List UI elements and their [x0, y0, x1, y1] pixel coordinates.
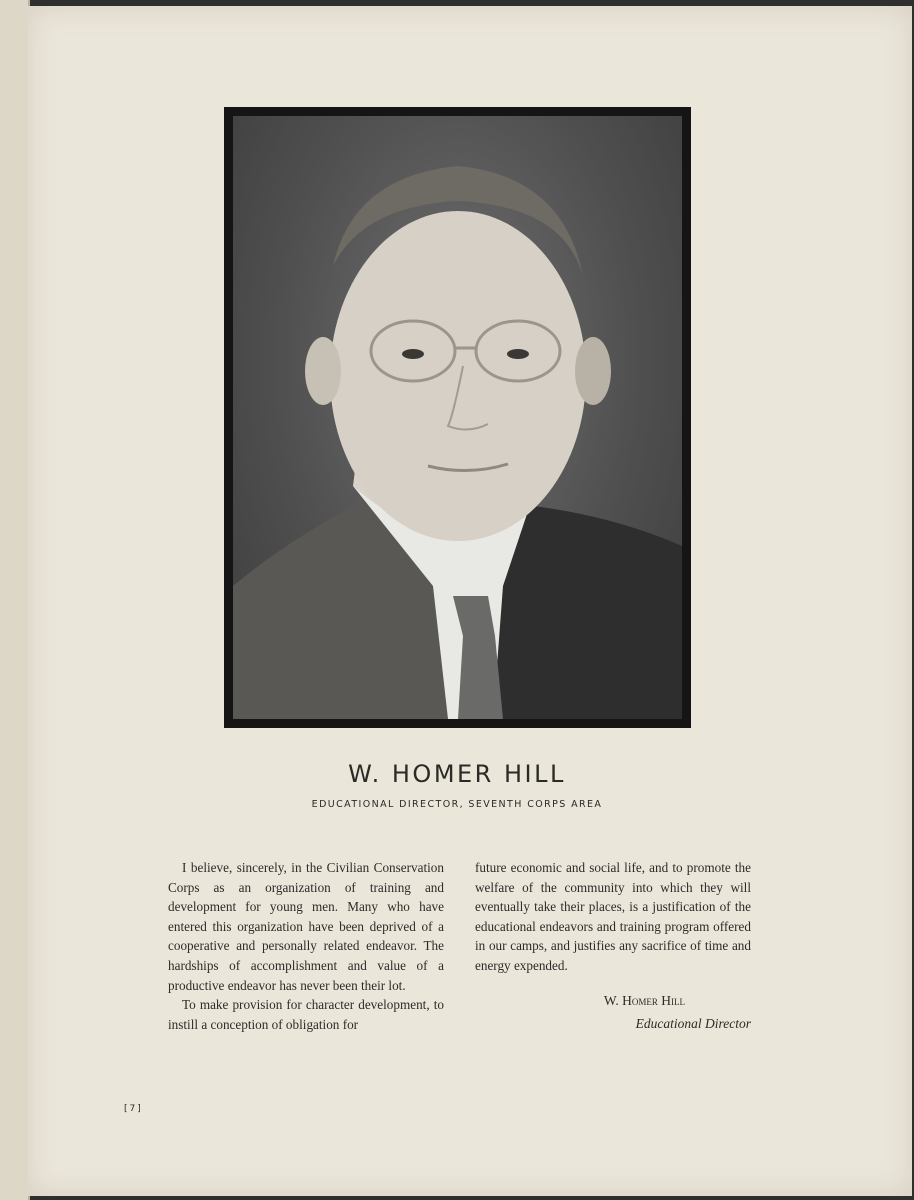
- portrait-illustration: [233, 116, 682, 719]
- body-column-left: [168, 858, 444, 1034]
- binding-edge: [0, 0, 30, 1200]
- page-number: [7]: [124, 1104, 143, 1114]
- paragraph: future economic and social life, and to promote the welfare of the community into which they will eventually take their places, is a justification of the educational endeavors and training program offered in our camps, and justifies any sacrifice of time and energy expended.: [475, 860, 751, 973]
- person-title: EDUCATIONAL DIRECTOR, SEVENTH CORPS AREA: [311, 799, 603, 810]
- signature-role: Educational Director: [635, 1016, 751, 1031]
- paragraph: To make provision for character development, to instill a conception of obligation for: [168, 997, 444, 1032]
- portrait-frame: [224, 107, 691, 728]
- person-name: W. HOMER HILL: [348, 760, 566, 788]
- signature-name: W. Homer Hill: [603, 993, 685, 1008]
- portrait-photo: [233, 116, 682, 719]
- body-column-right: [475, 858, 751, 976]
- paragraph: I believe, sincerely, in the Civilian Conservation Corps as an organization of training and development for young men. Many who have entered this organization have been deprived of a cooperative and personally related endeavor. The hardships of accomplishment and value of a productive endeavor has never been their lot.: [168, 860, 444, 993]
